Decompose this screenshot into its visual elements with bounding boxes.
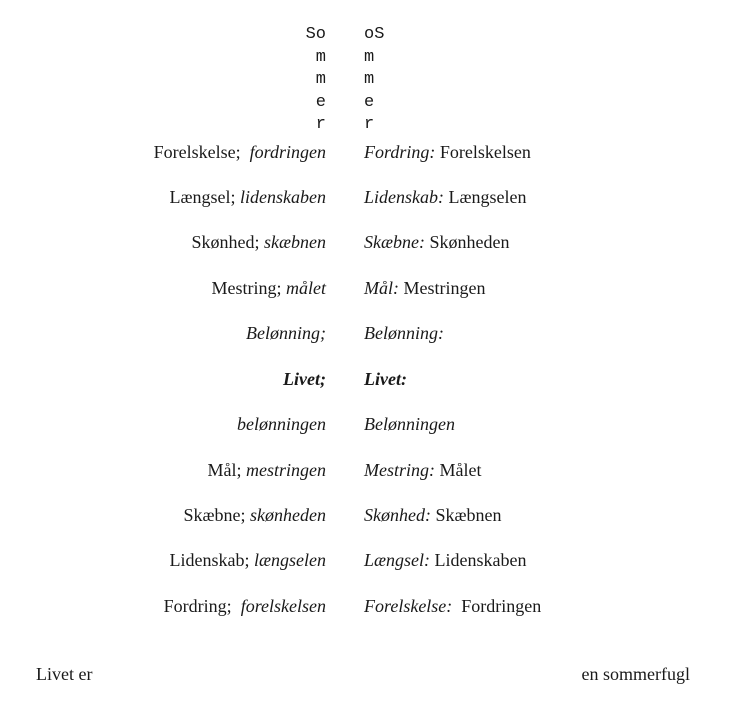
verse-left <box>208 458 327 482</box>
verse-right <box>364 458 482 482</box>
verse-left-noun: Lidenskab; <box>169 550 250 570</box>
verse-left-noun: Skæbne; <box>183 505 246 525</box>
verse-left <box>170 185 326 209</box>
title-right-line: oS <box>364 25 385 44</box>
verse-right-noun: Mestringen <box>403 278 486 298</box>
verse-right-italic: Belønning: <box>364 323 444 343</box>
verse-left-noun: Mål; <box>207 460 242 480</box>
title-left-line: m <box>315 70 326 89</box>
verse-right <box>364 140 531 164</box>
verse-left <box>237 412 326 436</box>
verse-right-noun: Fordringen <box>461 596 542 616</box>
verse-right <box>364 276 485 300</box>
footer-left-text: Livet er <box>36 664 93 684</box>
verse-left-noun: Fordring; <box>163 596 232 616</box>
title-left-line: e <box>315 92 326 112</box>
verse-right <box>364 321 444 345</box>
title-right-line: m <box>364 47 375 67</box>
verse-left-italic: mestringen <box>246 460 326 480</box>
verse-left-italic: forelskelsen <box>240 596 326 616</box>
verse-left-noun: Mestring; <box>211 278 282 298</box>
verse-left <box>164 594 326 618</box>
footer-right-text: en sommerfugl <box>581 664 690 684</box>
verse-right-italic: Skønhed: <box>364 505 431 525</box>
verse-right-italic: Længsel: <box>364 550 431 570</box>
verse-left <box>154 140 326 164</box>
verse-left-center <box>283 367 326 391</box>
verse-left <box>212 276 327 300</box>
verse-right-italic: Forelskelse: <box>364 596 453 616</box>
verse-right <box>364 548 526 572</box>
verse-right-italic: Fordring: <box>364 142 436 162</box>
verse-right-noun: Forelskelsen <box>439 142 531 162</box>
verse-right-noun: Målet <box>439 460 482 480</box>
verse-right <box>364 594 541 618</box>
verse-left-italic: belønningen <box>237 414 326 434</box>
verse-left-italic: skønheden <box>250 505 326 525</box>
verse-left-italic: Belønning; <box>246 323 326 343</box>
verse-right <box>364 412 455 436</box>
verse-right <box>364 230 509 254</box>
verse-right <box>364 185 527 209</box>
title-left-line: r <box>315 115 326 134</box>
title-right-line: e <box>364 92 375 112</box>
verse-right <box>364 503 502 527</box>
verse-right-noun: Længselen <box>448 187 527 207</box>
verse-right-bold: Livet: <box>364 369 407 389</box>
verse-right-italic: Mål: <box>364 278 399 298</box>
verse-left-italic: længselen <box>254 550 326 570</box>
verse-right-noun: Skæbnen <box>435 505 502 525</box>
verse-right-italic: Mestring: <box>364 460 435 480</box>
title-vertical-right <box>364 24 384 137</box>
verse-right-italic: Lidenskab: <box>364 187 444 207</box>
verse-left-italic: lidenskaben <box>240 187 326 207</box>
verse-left-noun: Forelskelse; <box>153 142 241 162</box>
verse-right-italic: Belønningen <box>364 414 455 434</box>
verse-right-italic: Skæbne: <box>364 232 425 252</box>
verse-left-italic: fordringen <box>249 142 326 162</box>
verse-right-noun: Skønheden <box>429 232 510 252</box>
verse-left <box>246 321 326 345</box>
verse-left <box>191 230 326 254</box>
title-left-line: So <box>305 25 326 44</box>
verse-left <box>170 548 326 572</box>
verse-left-bold: Livet; <box>283 369 326 389</box>
title-left-line: m <box>315 47 326 67</box>
verse-left-noun: Længsel; <box>169 187 236 207</box>
verse-left-italic: målet <box>286 278 326 298</box>
verse-right-noun: Lidenskaben <box>434 550 527 570</box>
verse-left <box>184 503 327 527</box>
title-right-line: m <box>364 70 375 89</box>
title-vertical-left <box>306 24 326 137</box>
verse-left-noun: Skønhed; <box>191 232 260 252</box>
verse-right-center <box>364 367 407 391</box>
verse-left-italic: skæbnen <box>264 232 326 252</box>
title-right-line: r <box>364 115 375 134</box>
